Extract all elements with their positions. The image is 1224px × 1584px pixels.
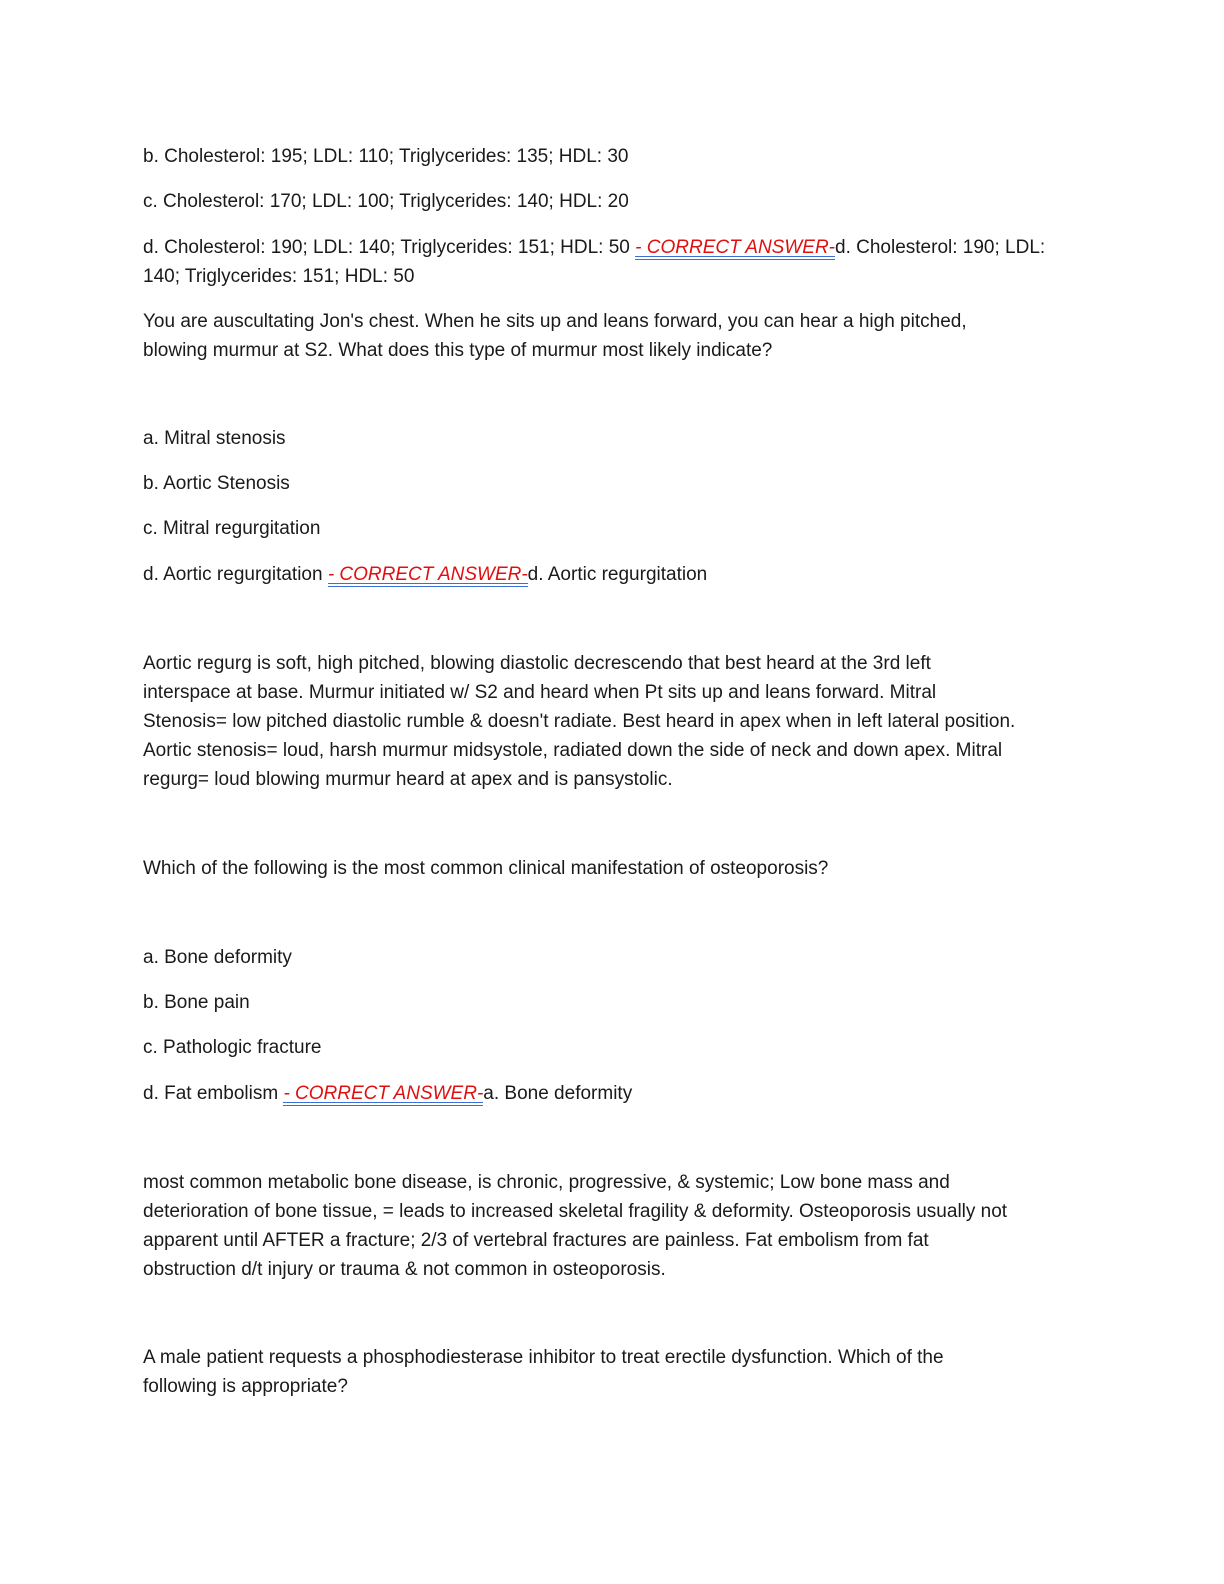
correct-answer-tag: - CORRECT ANSWER- bbox=[635, 237, 835, 258]
q3-explanation-line: obstruction d/t injury or trauma & not common in osteoporosis. bbox=[143, 1259, 666, 1280]
q2-option-b: b. Aortic Stenosis bbox=[143, 473, 290, 494]
q2-explanation-line: Stenosis= low pitched diastolic rumble & doesn't radiate. Best heard in apex when in left lateral position. bbox=[143, 711, 1016, 732]
q4-question-line2: following is appropriate? bbox=[143, 1376, 348, 1397]
q4-question-line1: A male patient requests a phosphodiesterase inhibitor to treat erectile dysfunction. Which of the bbox=[143, 1347, 944, 1368]
q3-explanation-line: apparent until AFTER a fracture; 2/3 of vertebral fractures are painless. Fat embolism from fat bbox=[143, 1230, 929, 1251]
q3-option-d: d. Fat embolism bbox=[143, 1083, 284, 1104]
q2-option-c: c. Mitral regurgitation bbox=[143, 518, 321, 539]
q2-option-d-line bbox=[143, 563, 707, 587]
correct-answer-tag: - CORRECT ANSWER- bbox=[283, 1083, 484, 1104]
q3-option-c: c. Pathologic fracture bbox=[143, 1037, 322, 1058]
q3-explanation-line: most common metabolic bone disease, is chronic, progressive, & systemic; Low bone mass and bbox=[143, 1172, 950, 1193]
q3-option-d-line bbox=[143, 1082, 632, 1106]
q1-option-d: d. Cholesterol: 190; LDL: 140; Triglycerides: 151; HDL: 50 bbox=[143, 237, 636, 258]
q3-answer: a. Bone deformity bbox=[483, 1083, 633, 1104]
q2-explanation-line: regurg= loud blowing murmur heard at apex and is pansystolic. bbox=[143, 769, 673, 790]
q3-option-a: a. Bone deformity bbox=[143, 947, 292, 968]
q2-question-line1: You are auscultating Jon's chest. When he sits up and leans forward, you can hear a high pitched, bbox=[143, 311, 967, 332]
q3-explanation-line: deterioration of bone tissue, = leads to increased skeletal fragility & deformity. Osteoporosis usually not bbox=[143, 1201, 1008, 1222]
q3-question: Which of the following is the most common clinical manifestation of osteoporosis? bbox=[143, 858, 829, 879]
correct-answer-tag: - CORRECT ANSWER- bbox=[327, 564, 528, 585]
q2-question-line2: blowing murmur at S2. What does this type of murmur most likely indicate? bbox=[143, 340, 773, 361]
q3-option-b: b. Bone pain bbox=[143, 992, 250, 1013]
q2-option-a: a. Mitral stenosis bbox=[143, 428, 286, 449]
q2-explanation-line: interspace at base. Murmur initiated w/ S2 and heard when Pt sits up and leans forward. Mitral bbox=[143, 682, 937, 703]
q2-option-d: d. Aortic regurgitation bbox=[143, 564, 328, 585]
q2-explanation-line: Aortic regurg is soft, high pitched, blowing diastolic decrescendo that best heard at the 3rd left bbox=[143, 653, 931, 674]
q2-answer: d. Aortic regurgitation bbox=[527, 564, 708, 585]
q1-option-c: c. Cholesterol: 170; LDL: 100; Triglycerides: 140; HDL: 20 bbox=[143, 191, 629, 212]
q1-answer-line1: d. Cholesterol: 190; LDL: bbox=[835, 237, 1046, 258]
q1-answer-line2: 140; Triglycerides: 151; HDL: 50 bbox=[143, 266, 415, 287]
q1-option-b: b. Cholesterol: 195; LDL: 110; Triglycerides: 135; HDL: 30 bbox=[143, 146, 629, 167]
q1-option-d-line bbox=[143, 236, 1045, 260]
q2-explanation-line: Aortic stenosis= loud, harsh murmur midsystole, radiated down the side of neck and down apex. Mitral bbox=[143, 740, 1003, 761]
